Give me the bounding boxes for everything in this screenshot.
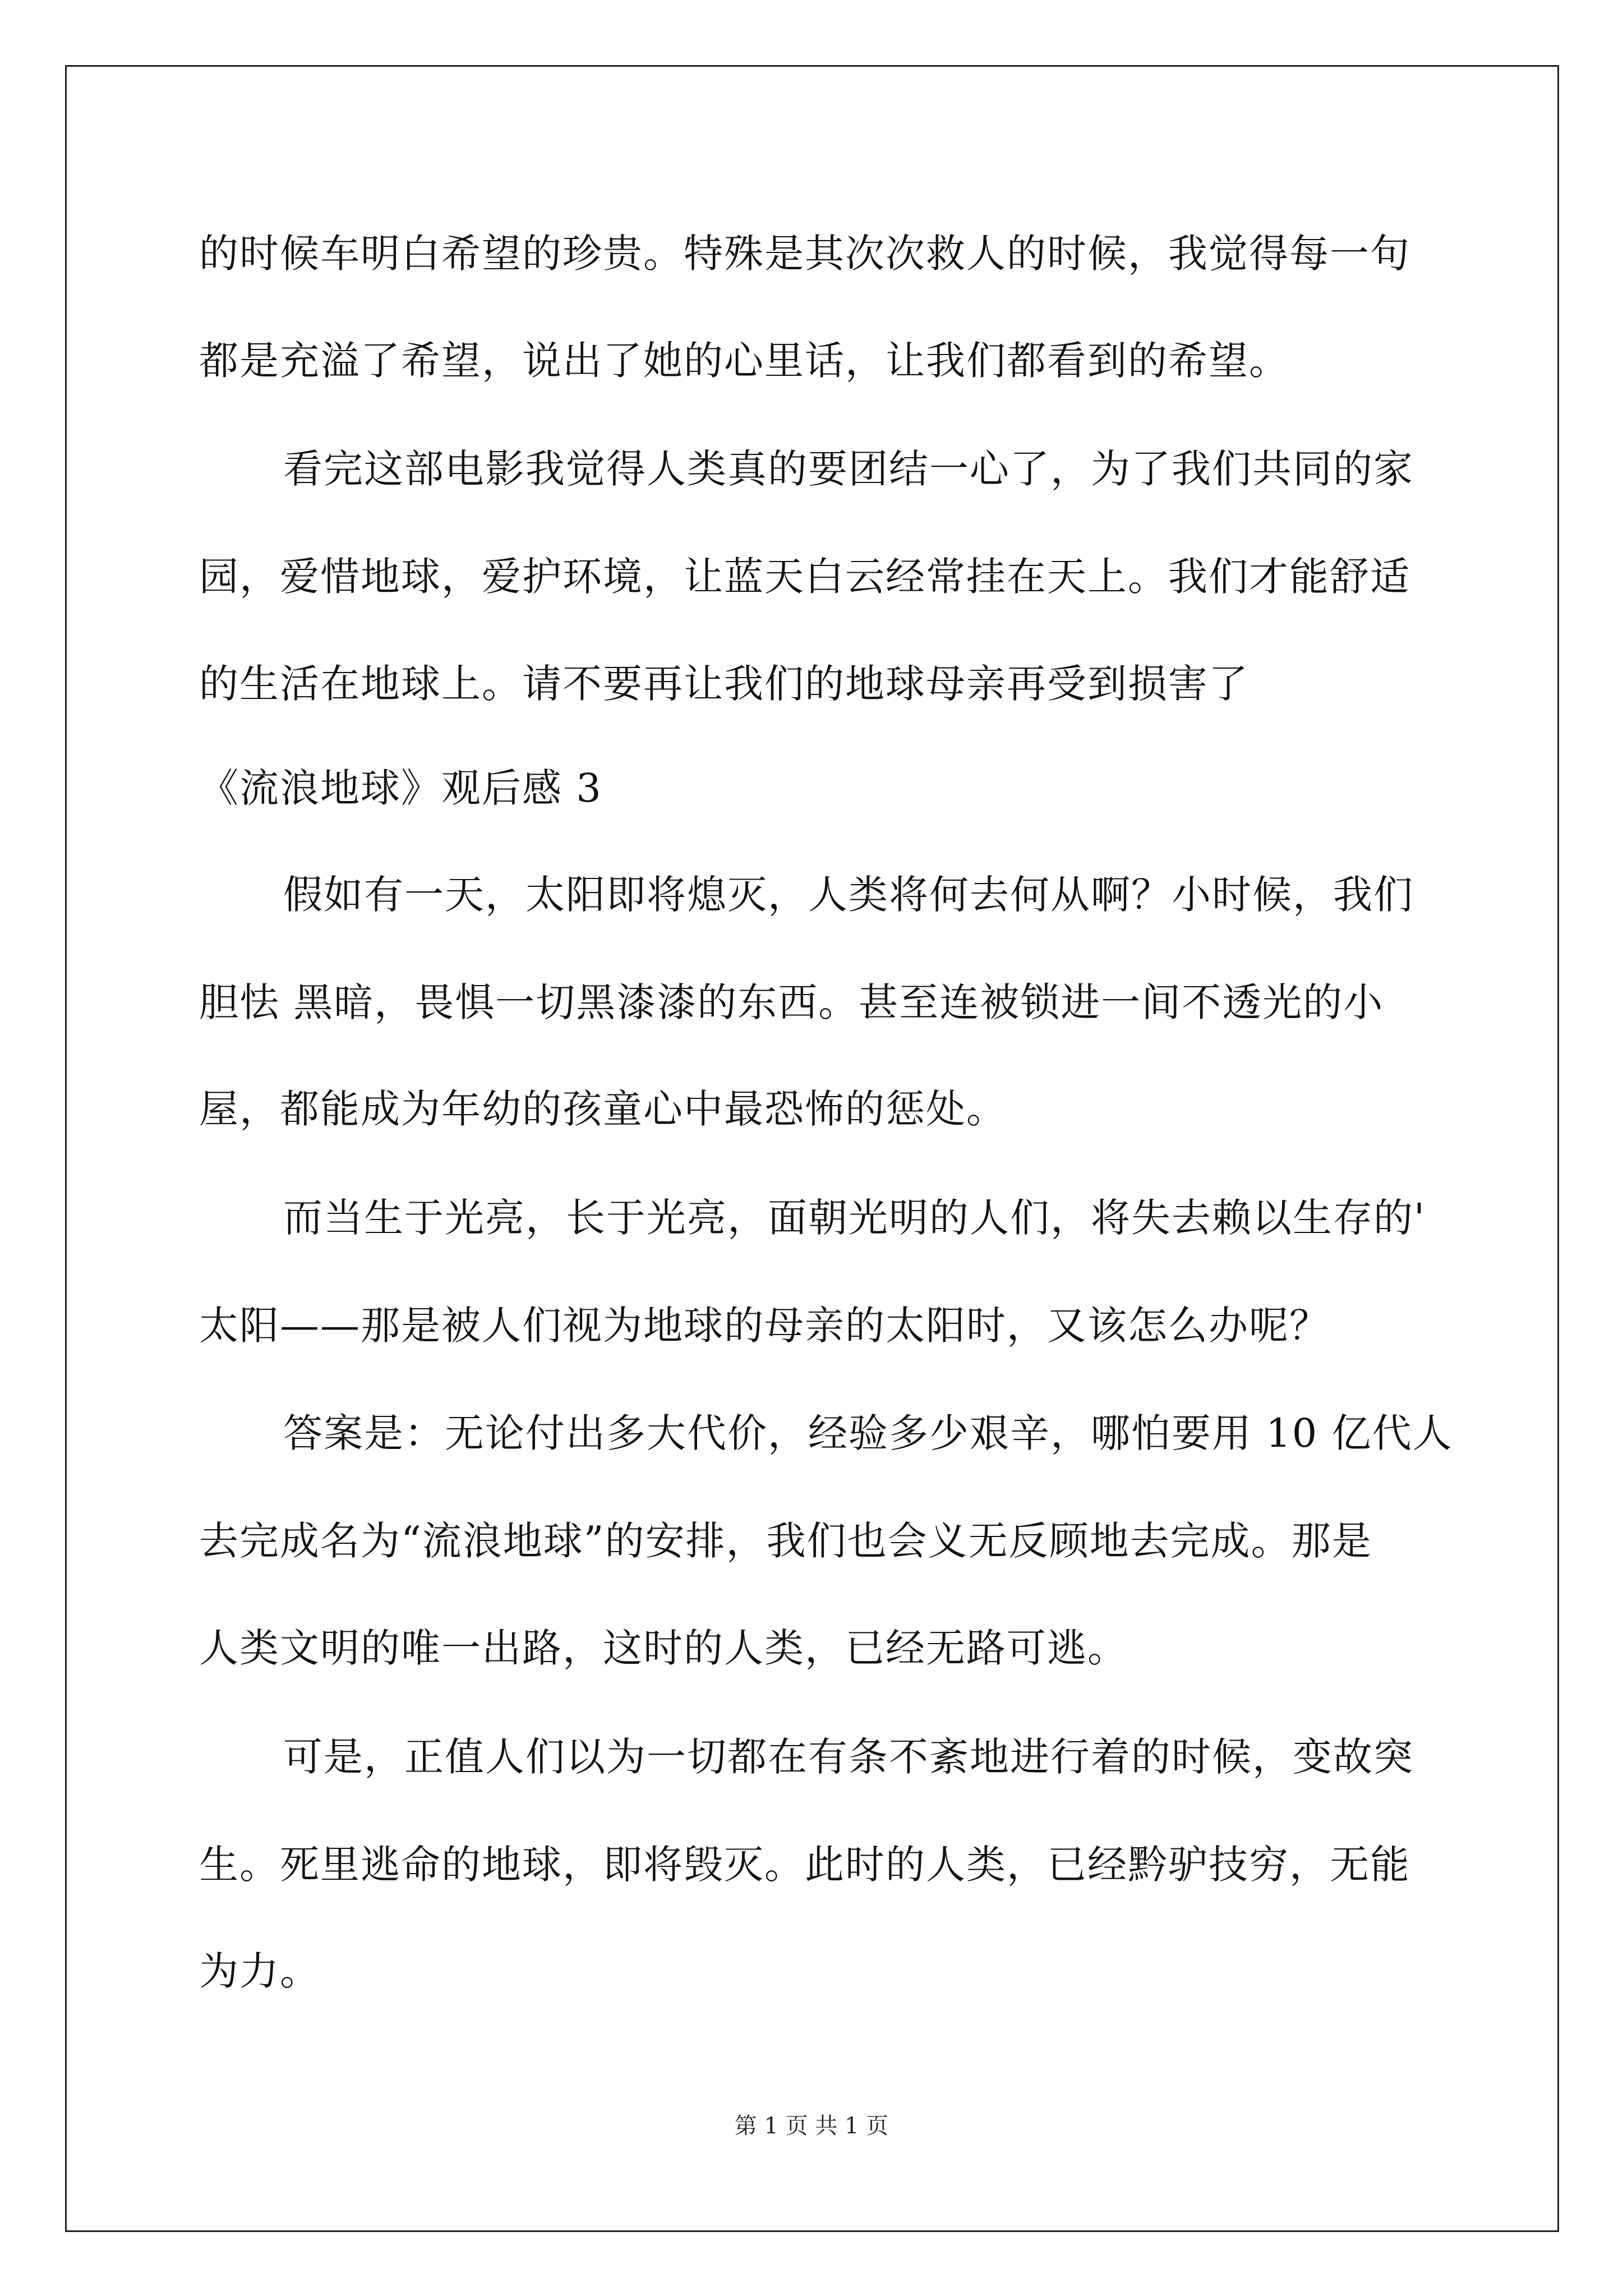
section-heading: 《流浪地球》观后感 3	[199, 765, 602, 811]
text-line: 人类文明的唯一出路，这时的人类，已经无路可逃。	[199, 1625, 1128, 1671]
paragraph-first-line: 看完这部电影我觉得人类真的要团结一心了，为了我们共同的家	[283, 446, 1414, 492]
text-line: 为力。	[199, 1948, 320, 1994]
page-footer: 第 1 页 共 1 页	[734, 2113, 889, 2139]
paragraph-first-line: 而当生于光亮，长于光亮，面朝光明的人们，将失去赖以生存的'	[283, 1195, 1426, 1241]
page-border	[65, 65, 1559, 2232]
text-line: 生。死里逃命的地球，即将毁灭。此时的人类，已经黔驴技穷，无能	[199, 1842, 1410, 1888]
text-line: 都是充溢了希望，说出了她的心里话，让我们都看到的希望。	[199, 338, 1289, 384]
text-line: 胆怯 黑暗，畏惧一切黑漆漆的东西。甚至连被锁进一间不透光的小	[199, 979, 1384, 1025]
text-line: 园，爱惜地球，爱护环境，让蓝天白云经常挂在天上。我们才能舒适	[199, 554, 1410, 600]
paragraph-first-line: 假如有一天，太阳即将熄灭，人类将何去何从啊？小时候，我们	[283, 872, 1414, 918]
text-line: 屋，都能成为年幼的孩童心中最恐怖的惩处。	[199, 1086, 1007, 1132]
text-line: 的生活在地球上。请不要再让我们的地球母亲再受到损害了	[199, 661, 1249, 707]
text-line: 太阳——那是被人们视为地球的母亲的太阳时，又该怎么办呢？	[199, 1303, 1330, 1349]
text-line: 去完成名为“流浪地球”的安排，我们也会义无反顾地去完成。那是	[199, 1518, 1372, 1564]
paragraph-first-line: 可是，正值人们以为一切都在有条不紊地进行着的时候，变故突	[283, 1734, 1414, 1780]
text-line: 的时候车明白希望的珍贵。特殊是其次次救人的时候，我觉得每一句	[199, 231, 1410, 277]
paragraph-first-line: 答案是：无论付出多大代价，经验多少艰辛，哪怕要用 10 亿代人	[283, 1410, 1453, 1456]
